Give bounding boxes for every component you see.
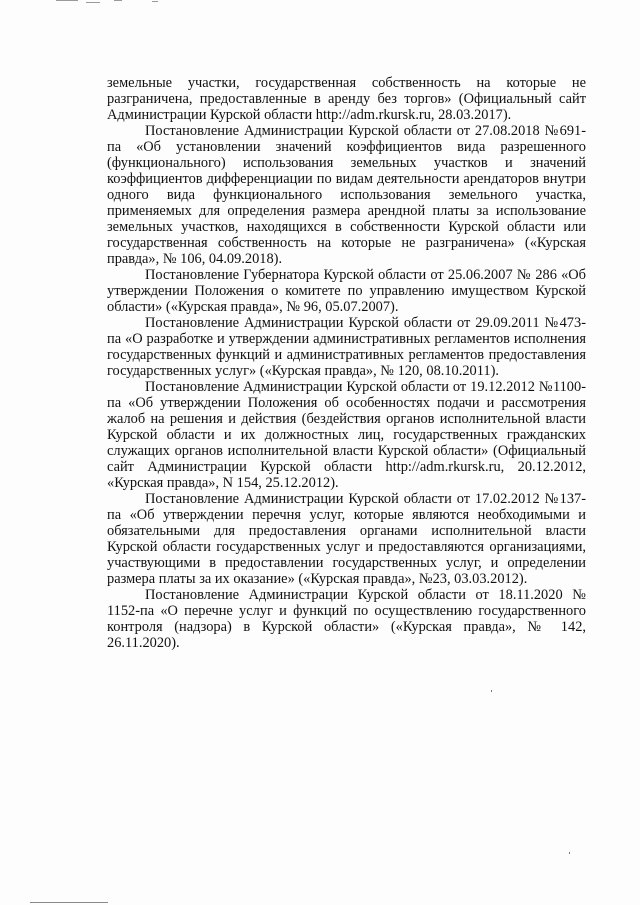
paragraph-resolution-1100-pa: Постановление Администрации Курской области от 19.12.2012 №1100-па «Об утверждении Положения об особенностях подачи и рассмотрения жалоб на решения и действия (бездействия органов исполнительной власти Курской области и их должностных лиц, государственных гражданских служащих органов исполнительной власти Курской области» (Официальный сайт Администрации Курской области http://adm.rkursk.ru, 20.12.2012, «Курская правда», N 154, 25.12.2012). bbox=[107, 379, 586, 491]
scan-speck bbox=[491, 690, 492, 692]
scan-speck bbox=[569, 852, 570, 854]
paragraph-governor-resolution-286: Постановление Губернатора Курской области от 25.06.2007 № 286 «Об утверждении Положения о комитете по управлению имуществом Курской области» («Курская правда», № 96, 05.07.2007). bbox=[107, 267, 586, 315]
document-body bbox=[107, 75, 586, 651]
scan-artifact-bottom bbox=[30, 902, 108, 903]
paragraph-resolution-473-pa: Постановление Администрации Курской области от 29.09.2011 №473-па «О разработке и утверждении административных регламентов исполнения государственных функций и административных регламентов предоставления государственных услуг» («Курская правда», № 120, 08.10.2011). bbox=[107, 315, 586, 379]
scan-artifact-top bbox=[56, 0, 166, 4]
paragraph-resolution-137-pa: Постановление Администрации Курской области от 17.02.2012 №137-па «Об утверждении перечня услуг, которые являются необходимыми и обязательными для предоставления органами исполнительной власти Курской области государственных услуг и предоставляются организациями, участвующими в предоставлении государственных услуг, и определении размера платы за их оказание» («Курская правда», №23, 03.03.2012). bbox=[107, 491, 586, 587]
paragraph-resolution-691-pa: Постановление Администрации Курской области от 27.08.2018 №691-па «Об установлении значений коэффициентов вида разрешенного (функционального) использования земельных участков и значений коэффициентов дифференциации по видам деятельности арендаторов внутри одного вида функционального использования земельного участка, применяемых для определения размера арендной платы за использование земельных участков, находящихся в собственности Курской области или государственная собственность на которые не разграничена» («Курская правда», № 106, 04.09.2018). bbox=[107, 123, 586, 267]
paragraph-resolution-1152-pa: Постановление Администрации Курской области от 18.11.2020 № 1152-па «О перечне услуг и функций по осуществлению государственного контроля (надзора) в Курской области» («Курская правда», № 142, 26.11.2020). bbox=[107, 587, 586, 651]
paragraph-continuation: земельные участки, государственная собственность на которые не разграничена, предоставленные в аренду без торгов» (Официальный сайт Администрации Курской области http://adm.rkursk.ru, 28.03.2017). bbox=[107, 75, 586, 123]
